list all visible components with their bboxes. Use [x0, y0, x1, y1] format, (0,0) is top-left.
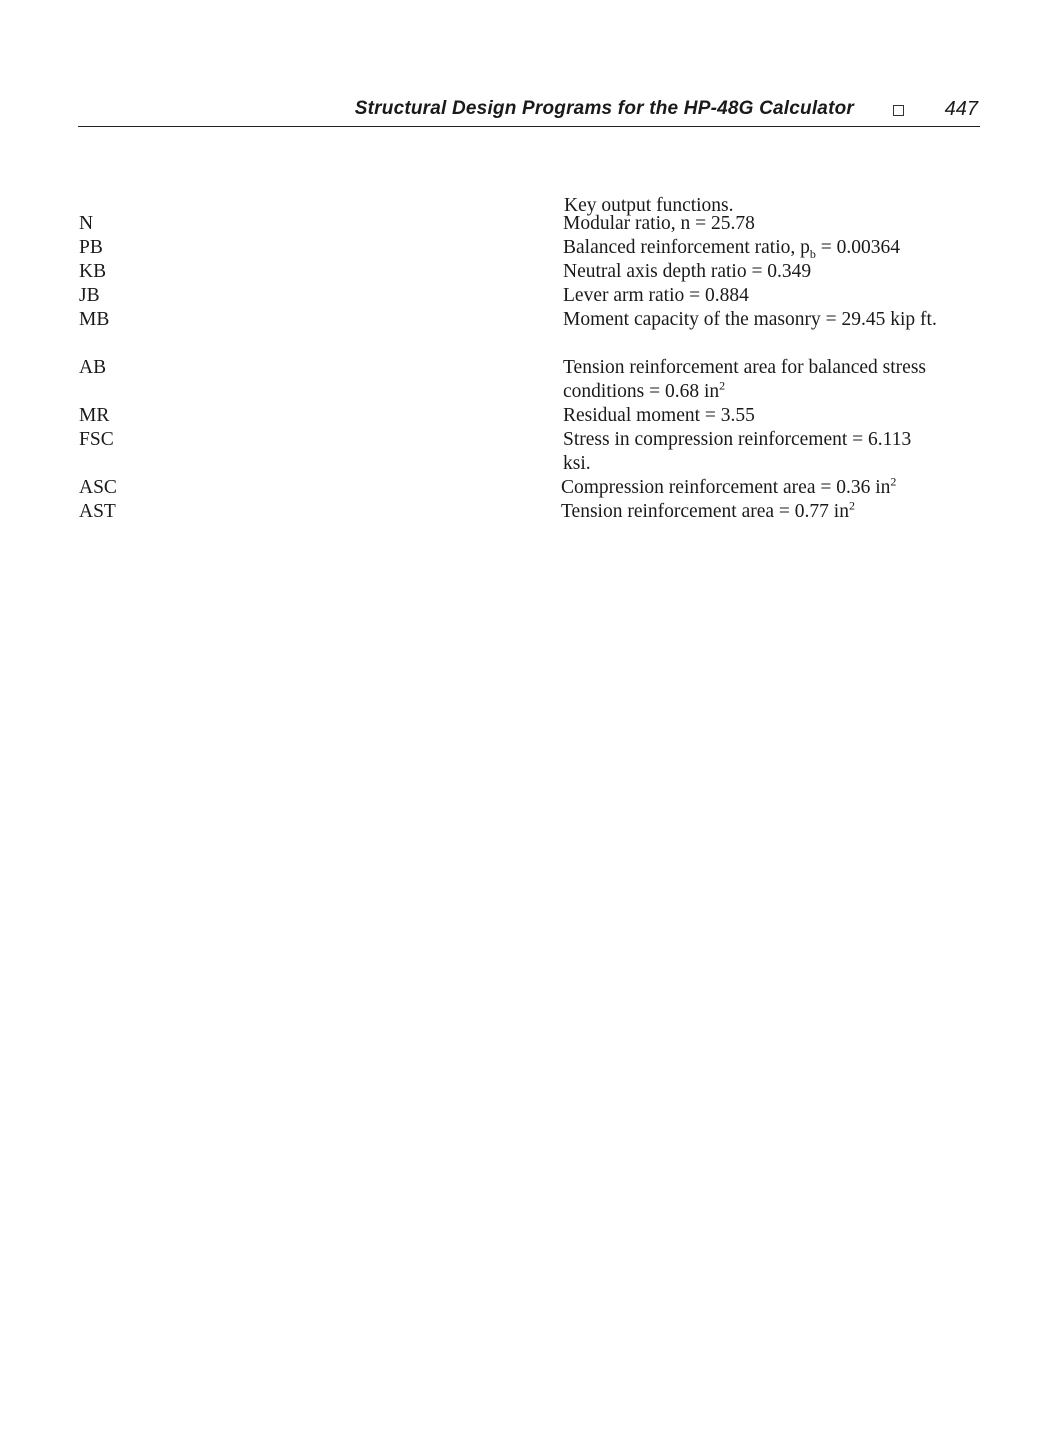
variable-name: ASC [79, 477, 117, 498]
description-text: Balanced reinforcement ratio, p [563, 237, 810, 258]
running-title: Structural Design Programs for the HP-48G Calculator [354, 98, 854, 119]
variable-description: Modular ratio, n = 25.78 [563, 213, 755, 234]
description-text: Tension reinforcement area for balanced stress conditions = 0.68 in [563, 357, 927, 402]
variable-name: AB [79, 357, 107, 378]
variable-description [561, 500, 971, 524]
variable-description: Residual moment = 3.55 [563, 405, 755, 426]
variable-description: Neutral axis depth ratio = 0.349 [563, 261, 812, 282]
variable-description: Moment capacity of the masonry = 29.45 kip ft. [563, 309, 937, 330]
superscript: 2 [719, 378, 726, 393]
description-text: = 0.00364 [815, 237, 901, 258]
subscript: b [809, 246, 816, 261]
variable-name: JB [79, 285, 100, 306]
variable-name: FSC [79, 429, 114, 450]
variable-description [563, 236, 973, 260]
description-text: Compression reinforcement area = 0.36 in [561, 477, 891, 498]
superscript: 2 [890, 474, 897, 489]
variable-name: KB [79, 261, 107, 282]
superscript: 2 [848, 498, 855, 513]
variable-description [563, 356, 938, 404]
description-text: Tension reinforcement area = 0.77 in [561, 501, 849, 522]
table-caption: Key output functions. [564, 195, 734, 216]
variable-description: Lever arm ratio = 0.884 [563, 285, 749, 306]
variable-name: N [79, 213, 94, 234]
variable-name: AST [79, 501, 116, 522]
variable-description [561, 476, 971, 500]
variable-description: Stress in compression reinforcement = 6.113 ksi. [563, 429, 912, 474]
variable-name: MR [79, 405, 110, 426]
page-number: 447 [944, 98, 978, 120]
variable-name: PB [79, 237, 103, 258]
variable-name: MB [79, 309, 110, 330]
